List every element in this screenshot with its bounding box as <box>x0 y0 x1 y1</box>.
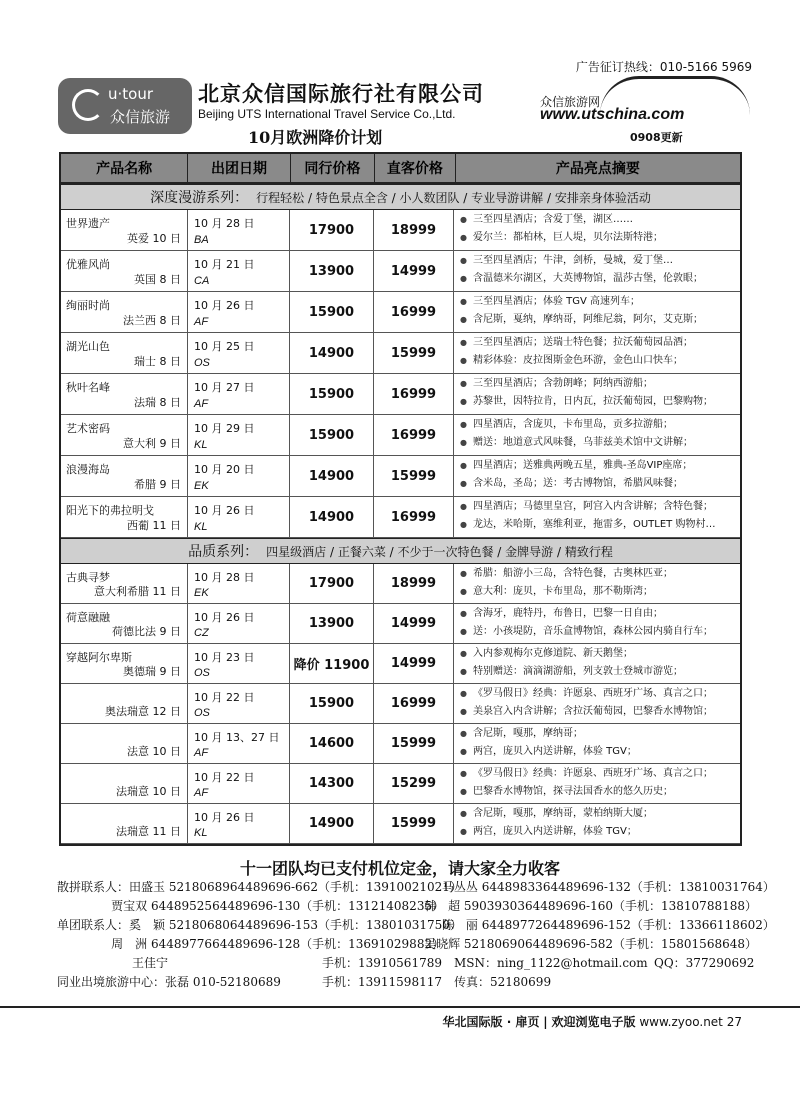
date-cell <box>188 764 290 803</box>
contact-row <box>57 954 757 973</box>
product-name: 古典寻梦 <box>66 571 110 584</box>
logo-cn: 众信旅游 <box>110 108 171 126</box>
highlights-cell <box>454 415 740 455</box>
highlight-item: ● 美泉宫入内含讲解；含拉沃葡萄园，巴黎香水博物馆； <box>460 703 740 721</box>
peer-price: 13900 <box>290 604 374 643</box>
product-cell <box>61 804 188 843</box>
departure-date: 10 月 20 日 <box>194 463 255 476</box>
contact-ext: 64489696-152（手机：13366118602） <box>542 918 775 932</box>
date-cell <box>188 333 290 373</box>
series-name: 深度漫游系列： <box>150 190 249 206</box>
departure-date: 10 月 23 日 <box>194 651 255 664</box>
notice: 十一团队均已支付机位定金，请大家全力收客 <box>239 859 560 878</box>
airline-code: KL <box>194 521 208 533</box>
peer-price: 14300 <box>290 764 374 803</box>
contact-ext: 64489696-132（手机：13810031764） <box>542 880 775 894</box>
direct-price: 16999 <box>374 684 454 723</box>
peer-price: 14900 <box>290 333 374 373</box>
direct-price: 15999 <box>374 804 454 843</box>
airline-code: EK <box>194 480 209 492</box>
product-name: 绚丽时尚 <box>66 299 110 312</box>
airline-code: AF <box>194 398 209 410</box>
product-cell <box>61 456 188 496</box>
highlights-cell <box>454 604 740 643</box>
ad-hotline: 广告征订热线：010-5166 5969 <box>575 60 752 74</box>
departure-date: 10 月 26 日 <box>194 504 255 517</box>
departure-date: 10 月 28 日 <box>194 217 255 230</box>
highlight-item: ● 三至四星酒店；含勃朗峰；阿纳西游船； <box>460 375 740 393</box>
peer-price: 15900 <box>290 292 374 332</box>
highlight-item: ● 含温德米尔湖区，大英博物馆，温莎古堡，伦敦眼； <box>460 270 740 288</box>
table-row <box>61 292 740 333</box>
product-days: 法兰西 8 日 <box>123 314 181 327</box>
footer-separator: | <box>543 1015 548 1029</box>
product-cell <box>61 724 188 763</box>
product-cell <box>61 604 188 643</box>
departure-date: 10 月 28 日 <box>194 571 255 584</box>
table-row <box>61 333 740 374</box>
highlight-item: ● 爱尔兰：都柏林，巨人堤，贝尔法斯特港； <box>460 229 740 247</box>
airline-code: OS <box>194 707 210 719</box>
direct-price: 14999 <box>374 644 454 683</box>
product-days: 意大利 9 日 <box>123 437 181 450</box>
direct-price: 15999 <box>374 333 454 373</box>
date-cell <box>188 251 290 291</box>
footer-section: 华北国际版 · 扉页 <box>442 1015 540 1029</box>
table-row <box>61 251 740 292</box>
highlight-item: ● 四星酒店；马德里皇宫，阿宫入内含讲解；含特色餐； <box>460 498 740 516</box>
header-direct-price: 直客价格 <box>375 154 456 182</box>
contact-name: 陈 丽 64489772 <box>441 918 543 932</box>
contact-name: 韩 超 59039303 <box>424 899 525 913</box>
product-name: 浪漫海岛 <box>66 463 110 476</box>
peer-price: 17900 <box>290 210 374 250</box>
contact-ext: 64489696-582（手机：15801568648） <box>524 937 757 951</box>
peer-price: 13900 <box>290 251 374 291</box>
product-cell <box>61 764 188 803</box>
product-days: 瑞士 8 日 <box>134 355 181 368</box>
direct-price: 16999 <box>374 374 454 414</box>
page-number: 27 <box>726 1015 742 1029</box>
contact-row <box>57 973 757 992</box>
series-quality <box>61 538 740 564</box>
highlights-cell <box>454 724 740 763</box>
product-name: 艺术密码 <box>66 422 110 435</box>
date-cell <box>188 684 290 723</box>
product-cell <box>61 374 188 414</box>
date-cell <box>188 456 290 496</box>
highlights-cell <box>454 564 740 603</box>
highlight-item: ● 苏黎世，因特拉肯，日内瓦，拉沃葡萄园，巴黎购物； <box>460 393 740 411</box>
contact-ext: 64489696-130（手机：13121408235） <box>212 899 445 913</box>
highlight-item: ● 三至四星酒店；牛津，剑桥，曼城，爱丁堡… <box>460 252 740 270</box>
contact-qq: QQ：377290692 <box>654 956 755 970</box>
contact-name: 田盛玉 52180689 <box>129 880 230 894</box>
highlights-cell <box>454 764 740 803</box>
table-row <box>61 497 740 538</box>
highlights-cell <box>454 497 740 537</box>
series2-rows <box>61 564 740 844</box>
site-name: 众信旅游网 <box>540 95 601 109</box>
contact-name: 王佳宁 <box>132 956 169 970</box>
contact-msn[interactable]: MSN：ning_1122@hotmail.com <box>454 956 648 970</box>
peer-price: 14900 <box>290 456 374 496</box>
highlights-cell <box>454 684 740 723</box>
highlights-cell <box>454 333 740 373</box>
product-name: 穿越阿尔卑斯 <box>66 651 132 664</box>
departure-date: 10 月 22 日 <box>194 691 255 704</box>
table-row <box>61 415 740 456</box>
product-days: 法瑞 8 日 <box>134 396 181 409</box>
direct-price: 14999 <box>374 604 454 643</box>
direct-price: 15999 <box>374 724 454 763</box>
product-cell <box>61 684 188 723</box>
table-row <box>61 564 740 604</box>
departure-date: 10 月 21 日 <box>194 258 255 271</box>
header <box>52 76 752 150</box>
series-name: 品质系列： <box>188 544 259 560</box>
header-highlights: 产品亮点摘要 <box>555 161 640 177</box>
date-cell <box>188 210 290 250</box>
direct-price: 16999 <box>374 497 454 537</box>
airline-code: OS <box>194 667 210 679</box>
highlights-cell <box>454 804 740 843</box>
product-name: 秋叶名峰 <box>66 381 110 394</box>
table-row <box>61 374 740 415</box>
logo-brand: u·tour <box>108 85 154 103</box>
airline-code: KL <box>194 439 208 451</box>
highlight-item: ● 希腊：船游小三岛，含特色餐，古奥林匹亚； <box>460 565 740 583</box>
departure-date: 10 月 26 日 <box>194 299 255 312</box>
product-days: 法意 10 日 <box>127 745 181 758</box>
series-desc: 四星级酒店 / 正餐六菜 / 不少于一次特色餐 / 金牌导游 / 精致行程 <box>266 544 613 559</box>
date-cell <box>188 644 290 683</box>
direct-price: 18999 <box>374 564 454 603</box>
contact-label <box>57 954 132 973</box>
page-footer <box>0 1006 800 1029</box>
series1-rows <box>61 210 740 538</box>
contact-center: 同业出境旅游中心：张磊 010-52180689 <box>57 975 281 989</box>
highlight-item: ● 两宫，庞贝入内送讲解，体验 TGV； <box>460 743 740 761</box>
date-cell <box>188 604 290 643</box>
highlight-item: ● 四星酒店；送雅典两晚五星，雅典-圣岛VIP座席； <box>460 457 740 475</box>
contact-row <box>57 878 775 897</box>
peer-price: 14600 <box>290 724 374 763</box>
peer-price: 15900 <box>290 374 374 414</box>
departure-date: 10 月 29 日 <box>194 422 255 435</box>
airline-code: CA <box>194 275 210 287</box>
product-days: 奥德瑞 9 日 <box>123 665 181 678</box>
highlight-item: ● 巴黎香水博物馆，探寻法国香水的悠久历史； <box>460 783 740 801</box>
product-cell <box>61 210 188 250</box>
header-product: 产品名称 <box>61 154 188 182</box>
contact-row <box>57 916 775 935</box>
table-header <box>61 154 740 184</box>
product-days: 西葡 11 日 <box>127 519 181 532</box>
airline-code: CZ <box>194 627 209 639</box>
date-cell <box>188 724 290 763</box>
product-days: 英爱 10 日 <box>127 232 181 245</box>
highlight-item: ● 《罗马假日》经典：许愿泉、西班牙广场、真言之口； <box>460 765 740 783</box>
highlight-item: ● 含尼斯，嘎那，摩纳哥，蒙柏纳斯大厦； <box>460 805 740 823</box>
contact-name: 贾宝双 64489525 <box>111 899 213 913</box>
highlight-item: ● 含尼斯，戛纳，摩纳哥，阿维尼翁，阿尔，艾克斯； <box>460 311 740 329</box>
date-cell <box>188 415 290 455</box>
date-cell <box>188 292 290 332</box>
contact-label: 散拼联系人： <box>57 880 130 894</box>
airline-code: AF <box>194 787 209 799</box>
departure-date: 10 月 13、27 日 <box>194 731 280 744</box>
contact-mobile: 手机：13910561789 <box>322 956 442 970</box>
highlight-item: ● 精彩体验：皮拉图斯金色环游，金色山口快车； <box>460 352 740 370</box>
product-days: 奥法瑞意 12 日 <box>105 705 181 718</box>
contact-name: 奚 颖 52180680 <box>129 918 230 932</box>
peer-price: 14900 <box>290 804 374 843</box>
product-cell <box>61 564 188 603</box>
highlights-cell <box>454 210 740 250</box>
contact-ext: 64489696-128（手机：13691029882） <box>212 937 445 951</box>
product-days: 英国 8 日 <box>134 273 181 286</box>
table-row <box>61 764 740 804</box>
highlights-cell <box>454 644 740 683</box>
product-cell <box>61 497 188 537</box>
product-days: 荷德比法 9 日 <box>112 625 181 638</box>
departure-date: 10 月 26 日 <box>194 611 255 624</box>
table-row <box>61 724 740 764</box>
contact-ext: 64489696-662（手机：13910021021） <box>229 880 462 894</box>
direct-price: 15999 <box>374 456 454 496</box>
site-url[interactable]: www.utschina.com <box>540 106 685 123</box>
table-row <box>61 604 740 644</box>
contact-ext: 64489696-160（手机：13810788188） <box>524 899 757 913</box>
contact-row <box>57 935 757 954</box>
highlight-item: ● 三至四星酒店；体验 TGV 高速列车； <box>460 293 740 311</box>
utour-logo <box>58 78 192 134</box>
highlights-cell <box>454 456 740 496</box>
footer-url[interactable]: www.zyoo.net <box>639 1015 723 1029</box>
contact-label <box>57 935 111 954</box>
product-days: 意大利希腊 11 日 <box>94 585 181 598</box>
airline-code: KL <box>194 827 208 839</box>
contact-row <box>57 897 757 916</box>
product-cell <box>61 292 188 332</box>
airline-code: EK <box>194 587 209 599</box>
highlight-item: ● 含海牙，鹿特丹，布鲁日，巴黎一日自由； <box>460 605 740 623</box>
date-cell <box>188 374 290 414</box>
contact-label <box>57 897 111 916</box>
highlight-item: ● 《罗马假日》经典：许愿泉、西班牙广场、真言之口； <box>460 685 740 703</box>
airline-code: AF <box>194 316 209 328</box>
peer-price: 15900 <box>290 415 374 455</box>
contact-name: 周 洲 64489776 <box>111 937 213 951</box>
price-table <box>59 152 742 846</box>
product-name: 阳光下的弗拉明戈 <box>66 504 154 517</box>
peer-price: 17900 <box>290 564 374 603</box>
contact-name: 马丛丛 64489833 <box>441 880 543 894</box>
plan-title: 10月欧洲降价计划 <box>248 128 383 147</box>
product-name: 荷意融融 <box>66 611 110 624</box>
company-name-cn: 北京众信国际旅行社有限公司 <box>198 82 484 106</box>
product-cell <box>61 251 188 291</box>
direct-price: 18999 <box>374 210 454 250</box>
table-row <box>61 804 740 844</box>
highlight-item: ● 四星酒店，含庞贝，卡布里岛，贡多拉游船； <box>460 416 740 434</box>
contact-name: 吴晓辉 52180690 <box>424 937 525 951</box>
highlight-item: ● 三至四星酒店；送瑞士特色餐；拉沃葡萄园品酒； <box>460 334 740 352</box>
contacts <box>57 878 775 992</box>
direct-price: 16999 <box>374 415 454 455</box>
peer-price: 降价 11900 <box>290 644 374 683</box>
utour-logo-icon <box>72 89 104 121</box>
product-cell <box>61 333 188 373</box>
series-desc: 行程轻松 / 特色景点全含 / 小人数团队 / 专业导游讲解 / 安排亲身体验活动 <box>256 190 651 205</box>
airline-code: OS <box>194 357 210 369</box>
highlight-item: ● 意大利：庞贝，卡布里岛，那不勒斯湾； <box>460 583 740 601</box>
product-days: 希腊 9 日 <box>134 478 181 491</box>
airline-code: AF <box>194 747 209 759</box>
contact-fax: 传真：52180699 <box>454 975 552 989</box>
product-days: 法瑞意 11 日 <box>116 825 181 838</box>
departure-date: 10 月 25 日 <box>194 340 255 353</box>
highlight-item: ● 送：小孩堤防，音乐盒博物馆，森林公园内骑自行车； <box>460 623 740 641</box>
highlight-item: ● 含尼斯，嘎那，摩纳哥； <box>460 725 740 743</box>
departure-date: 10 月 26 日 <box>194 811 255 824</box>
highlight-item: ● 入内参观梅尔克修道院、新天鹅堡； <box>460 645 740 663</box>
table-row <box>61 456 740 497</box>
direct-price: 14999 <box>374 251 454 291</box>
peer-price: 14900 <box>290 497 374 537</box>
departure-date: 10 月 22 日 <box>194 771 255 784</box>
highlight-item: ● 两宫，庞贝入内送讲解，体验 TGV； <box>460 823 740 841</box>
date-cell <box>188 564 290 603</box>
highlight-item: ● 赠送：地道意式风味餐，乌菲兹美术馆中文讲解； <box>460 434 740 452</box>
header-date: 出团日期 <box>188 154 290 182</box>
date-cell <box>188 804 290 843</box>
header-peer-price: 同行价格 <box>291 154 376 182</box>
product-cell <box>61 644 188 683</box>
product-name: 世界遗产 <box>66 217 110 230</box>
direct-price: 15299 <box>374 764 454 803</box>
peer-price: 15900 <box>290 684 374 723</box>
date-cell <box>188 497 290 537</box>
departure-date: 10 月 27 日 <box>194 381 255 394</box>
airline-code: BA <box>194 234 209 246</box>
product-cell <box>61 415 188 455</box>
series-deep-tour <box>61 184 740 210</box>
table-row <box>61 684 740 724</box>
footer-welcome: 欢迎浏览电子版 <box>551 1015 636 1029</box>
highlight-item: ● 含米岛，圣岛；送：考古博物馆，希腊风味餐； <box>460 475 740 493</box>
direct-price: 16999 <box>374 292 454 332</box>
update-note: 0908更新 <box>630 131 683 144</box>
highlight-item: ● 龙达，米哈斯，塞维利亚，拖雷多，OUTLET 购物村… <box>460 516 740 534</box>
table-row <box>61 644 740 684</box>
contact-label: 单团联系人： <box>57 918 130 932</box>
contact-mobile: 手机：13911598117 <box>322 975 442 989</box>
company-name-en: Beijing UTS International Travel Service Co.,Ltd. <box>198 107 456 121</box>
highlight-item: ● 特别赠送：滴滴湖游船，列支敦士登城市游览； <box>460 663 740 681</box>
product-name: 优雅风尚 <box>66 258 110 271</box>
product-days: 法瑞意 10 日 <box>116 785 181 798</box>
highlights-cell <box>454 292 740 332</box>
highlights-cell <box>454 251 740 291</box>
contact-ext: 64489696-153（手机：13801031750） <box>229 918 462 932</box>
table-row <box>61 210 740 251</box>
product-name: 湖光山色 <box>66 340 110 353</box>
highlight-item: ● 三至四星酒店；含爱丁堡，湖区…… <box>460 211 740 229</box>
highlights-cell <box>454 374 740 414</box>
